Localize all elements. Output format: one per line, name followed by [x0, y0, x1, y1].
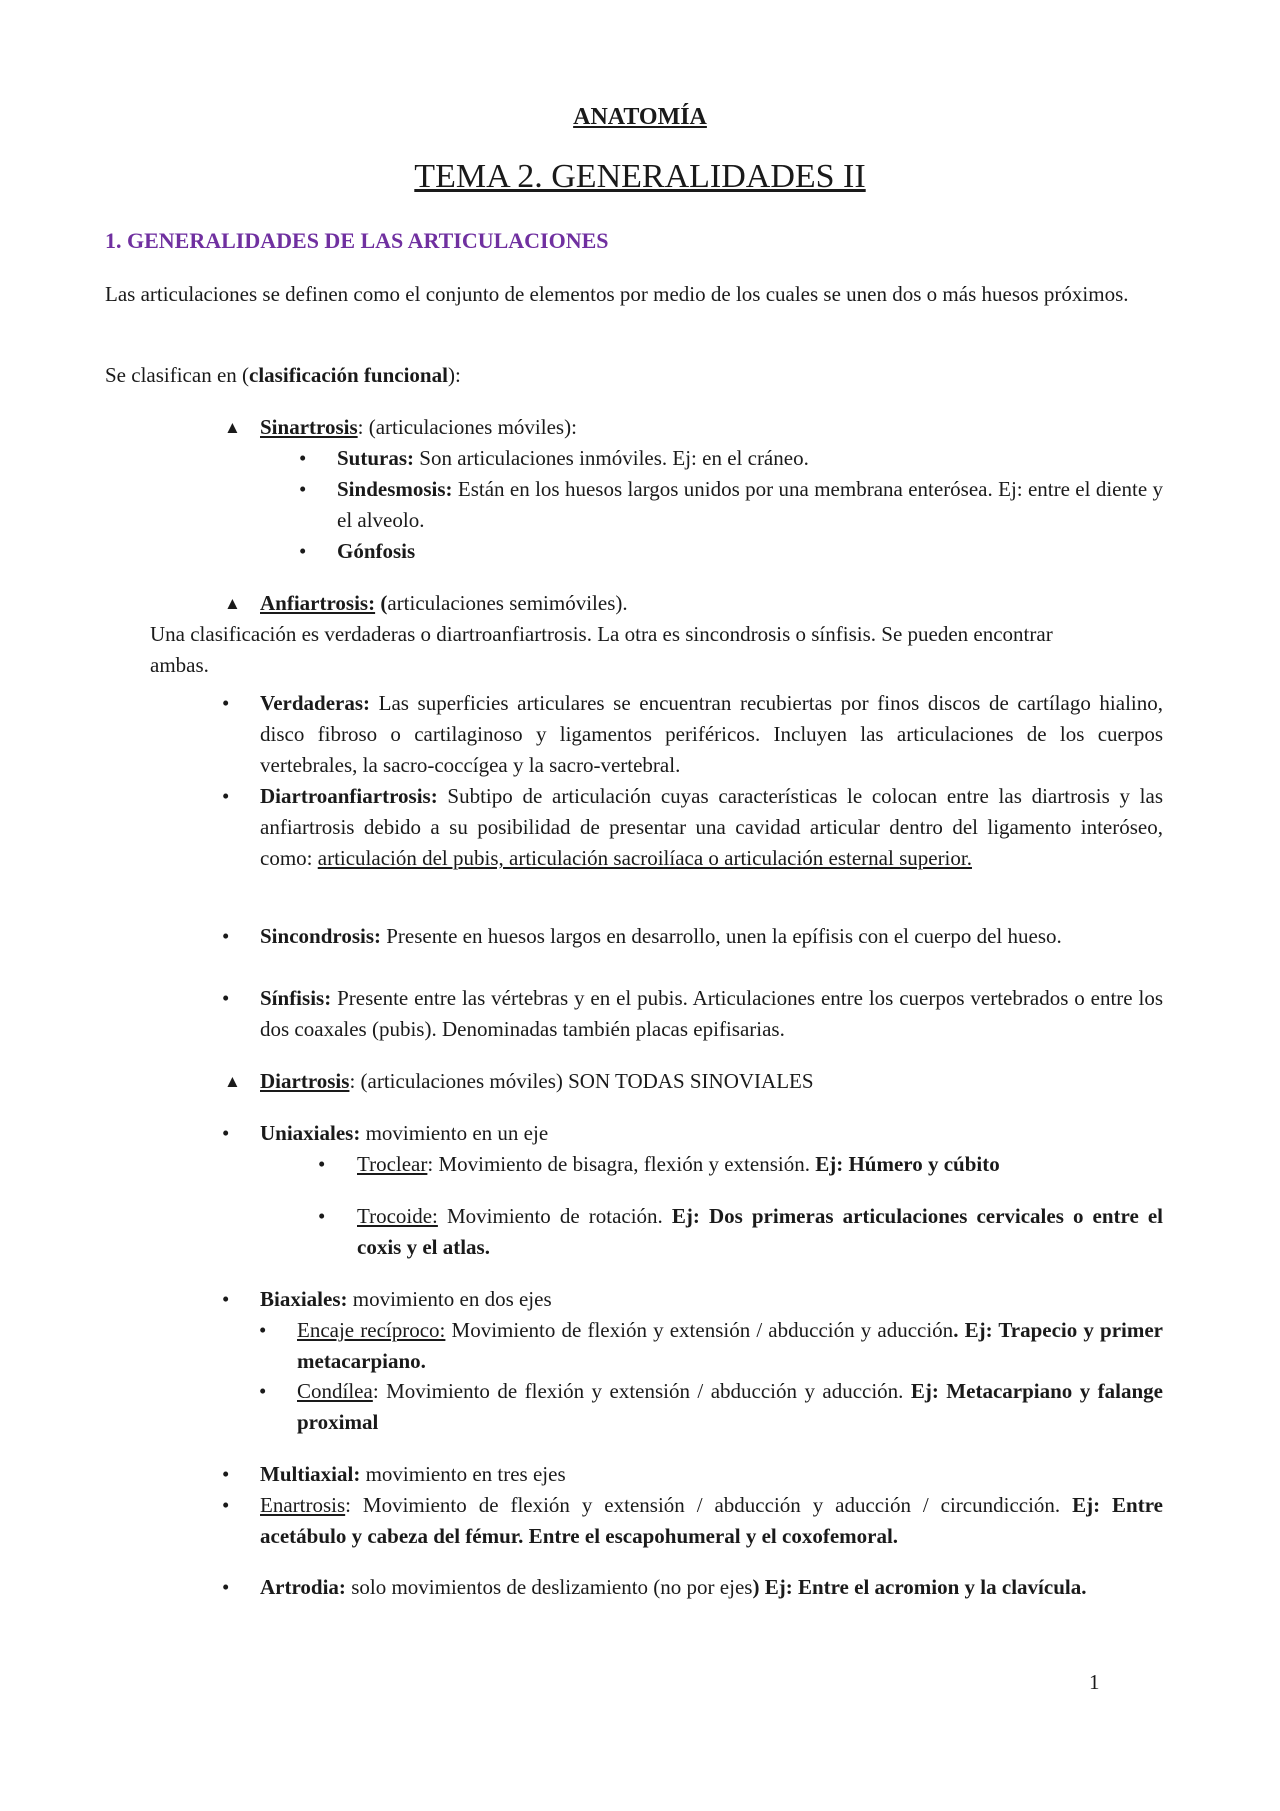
- bullet-dot-icon: •: [222, 1121, 230, 1145]
- sincondrosis-text: Presente en huesos largos en desarrollo, unen la epífisis con el cuerpo del hueso.: [381, 924, 1062, 948]
- anfiartrosis-title: Anfiartrosis:: [260, 591, 376, 615]
- list-item: [260, 1118, 548, 1149]
- list-item: [337, 536, 415, 567]
- bullet-dot-icon: •: [222, 1287, 230, 1311]
- topic-title: TEMA 2. GENERALIDADES II: [414, 158, 866, 195]
- anfiartrosis-paren: (: [375, 591, 388, 615]
- item-text: Son articulaciones inmóviles. Ej: en el cráneo.: [414, 446, 809, 470]
- diartro-term: Diartroanfiartrosis:: [260, 784, 438, 808]
- triangle-bullet-icon: ▲: [224, 594, 241, 613]
- multiaxial-term: Multiaxial:: [260, 1462, 361, 1486]
- bullet-dot-icon: •: [222, 1575, 230, 1599]
- list-item: [337, 443, 809, 474]
- condilea-text: : Movimiento de flexión y extensión / abducción y aducción.: [372, 1379, 911, 1403]
- encaje-example: . Ej: Trapecio y primer metacarpiano.: [297, 1318, 1163, 1373]
- bullet-dot-icon: •: [299, 446, 307, 470]
- bullet-dot-icon: •: [222, 1462, 230, 1486]
- item-term: Sindesmosis:: [337, 477, 453, 501]
- condilea-example: Ej: Metacarpiano y falange proximal: [297, 1379, 1163, 1434]
- list-item: [260, 1572, 1163, 1603]
- list-item: [357, 1201, 1163, 1263]
- bullet-dot-icon: •: [318, 1204, 326, 1228]
- diartrosis-desc: : (articulaciones móviles) SON TODAS SINOVIALES: [349, 1069, 814, 1093]
- list-item: [357, 1149, 1000, 1180]
- bullet-dot-icon: •: [222, 924, 230, 948]
- sinartrosis-desc: : (articulaciones móviles):: [357, 415, 577, 439]
- sinartrosis-heading: [260, 412, 577, 443]
- triangle-bullet-icon: ▲: [224, 418, 241, 437]
- item-term: Suturas:: [337, 446, 415, 470]
- encaje-title: Encaje recíproco:: [297, 1318, 446, 1342]
- bullet-dot-icon: •: [299, 477, 307, 501]
- biaxiales-text: movimiento en dos ejes: [347, 1287, 552, 1311]
- classification-suffix: ):: [447, 363, 461, 387]
- bullet-dot-icon: •: [318, 1152, 326, 1176]
- bullet-dot-icon: •: [222, 691, 230, 715]
- troclear-text: : Movimiento de bisagra, flexión y extensión.: [427, 1152, 816, 1176]
- list-item: [337, 474, 1163, 536]
- artrodia-text: solo movimientos de deslizamiento (no por ejes: [345, 1575, 753, 1599]
- list-item: [260, 781, 1163, 874]
- anfiartrosis-heading: [260, 588, 628, 619]
- multiaxial-text: movimiento en tres ejes: [360, 1462, 566, 1486]
- verdaderas-term: Verdaderas:: [260, 691, 371, 715]
- list-item: [260, 983, 1163, 1045]
- page-number: 1: [1089, 1670, 1100, 1694]
- trocoide-title: Trocoide:: [357, 1204, 438, 1228]
- intro-paragraph: Las articulaciones se definen como el conjunto de elementos por medio de los cuales se unen dos o más huesos próximos.: [105, 282, 1129, 306]
- diartrosis-heading: [260, 1066, 814, 1097]
- triangle-bullet-icon: ▲: [224, 1072, 241, 1091]
- artrodia-example: ) Ej: Entre el acromion y la clavícula.: [752, 1575, 1087, 1599]
- troclear-title: Troclear: [357, 1152, 428, 1176]
- encaje-text: Movimiento de flexión y extensión / abducción y aducción: [445, 1318, 954, 1342]
- classification-bold: clasificación funcional: [249, 363, 448, 387]
- sinfisis-text: Presente entre las vértebras y en el pubis. Articulaciones entre los cuerpos vertebrados o entre los dos coaxales (pubis). Denominadas también placas epifisarias.: [260, 986, 1163, 1041]
- section-heading: 1. GENERALIDADES DE LAS ARTICULACIONES: [105, 228, 609, 253]
- uniaxiales-term: Uniaxiales:: [260, 1121, 361, 1145]
- list-item: [260, 921, 1163, 952]
- anfiartrosis-note: Una clasificación es verdaderas o diartroanfiartrosis. La otra es sincondrosis o sínfisis. Se pueden encontrar ambas.: [150, 622, 1053, 677]
- bullet-dot-icon: •: [259, 1379, 267, 1403]
- item-term: Gónfosis: [337, 539, 416, 563]
- list-item: [297, 1376, 1163, 1438]
- list-item: [297, 1315, 1163, 1377]
- anfiartrosis-desc: articulaciones semimóviles).: [387, 591, 628, 615]
- bullet-dot-icon: •: [299, 539, 307, 563]
- artrodia-term: Artrodia:: [260, 1575, 346, 1599]
- list-item: [260, 1459, 566, 1490]
- enartrosis-title: Enartrosis: [260, 1493, 346, 1517]
- diartrosis-title: Diartrosis: [260, 1069, 350, 1093]
- bullet-dot-icon: •: [259, 1318, 267, 1342]
- enartrosis-example: Ej: Entre acetábulo y cabeza del fémur. Entre el escapohumeral y el coxofemoral.: [260, 1493, 1163, 1548]
- trocoide-example: Ej: Dos primeras articulaciones cervicales o entre el coxis y el atlas.: [357, 1204, 1163, 1259]
- item-text: Están en los huesos largos unidos por una membrana enterósea. Ej: entre el diente y el alveolo.: [337, 477, 1163, 532]
- troclear-example: Ej: Húmero y cúbito: [815, 1152, 1000, 1176]
- enartrosis-text: : Movimiento de flexión y extensión / abducción y aducción / circundicción.: [345, 1493, 1073, 1517]
- list-item: [260, 688, 1163, 781]
- sinartrosis-title: Sinartrosis: [260, 415, 358, 439]
- sinfisis-term: Sínfisis:: [260, 986, 332, 1010]
- diartro-text: Subtipo de articulación cuyas características le colocan entre las diartrosis y las anfiartrosis debido a su posibilidad de presentar una cavidad articular dentro del ligamento interóseo, como:: [260, 784, 1163, 870]
- list-item: [260, 1284, 552, 1315]
- bullet-dot-icon: •: [222, 784, 230, 808]
- verdaderas-text: Las superficies articulares se encuentran recubiertas por finos discos de cartílago hialino, disco fibroso o cartilaginoso y ligamentos periféricos. Incluyen las articulaciones de los cuerpos vertebrales, la sacro-coccígea y la sacro-vertebral.: [260, 691, 1163, 777]
- diartro-underlined: articulación del pubis, articulación sacroilíaca o articulación esternal superior.: [317, 846, 972, 870]
- trocoide-text: Movimiento de rotación.: [437, 1204, 672, 1228]
- bullet-dot-icon: •: [222, 1493, 230, 1517]
- classification-prefix: Se clasifican en (: [105, 363, 250, 387]
- document-title: ANATOMÍA: [573, 104, 707, 130]
- condilea-title: Condílea: [297, 1379, 373, 1403]
- biaxiales-term: Biaxiales:: [260, 1287, 348, 1311]
- sincondrosis-term: Sincondrosis:: [260, 924, 381, 948]
- bullet-dot-icon: •: [222, 986, 230, 1010]
- uniaxiales-text: movimiento en un eje: [360, 1121, 549, 1145]
- list-item: [260, 1490, 1163, 1552]
- classification-line: [105, 360, 461, 391]
